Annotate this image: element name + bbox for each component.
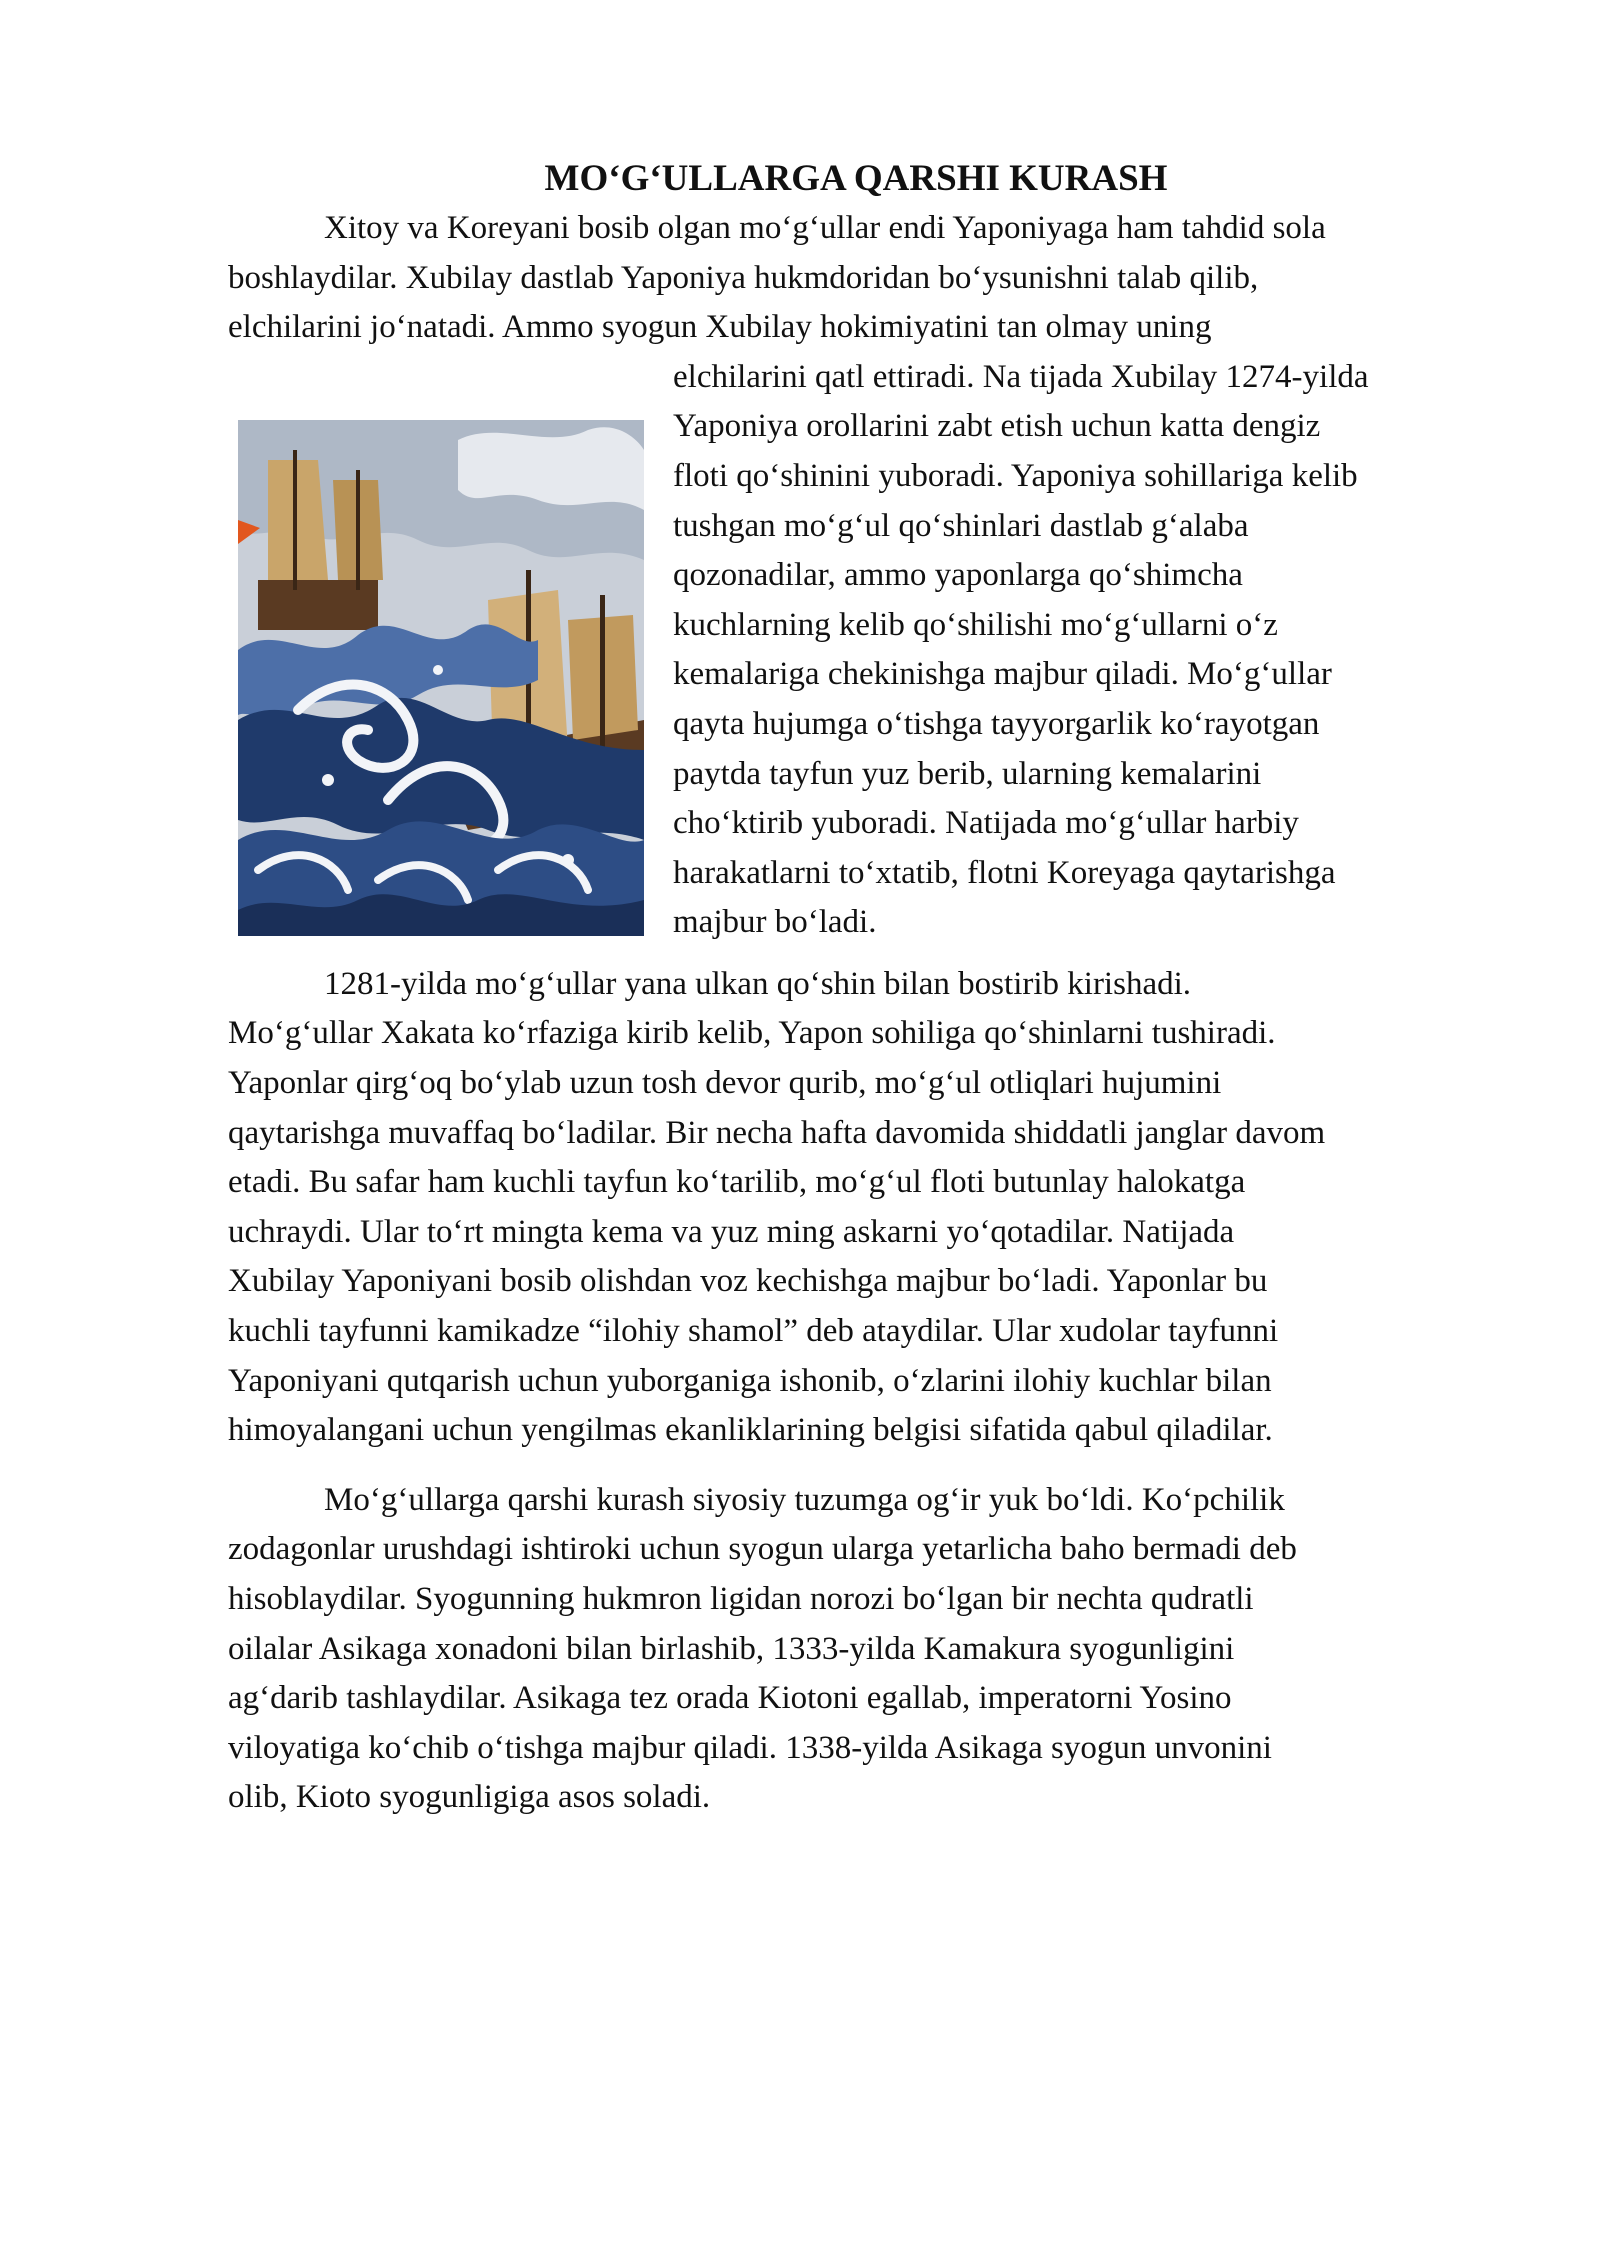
paragraph-1 bbox=[228, 204, 1484, 948]
text-line: Xubilay Yaponiyani bosib olishdan voz kechishga majbur bo‘ladi. Yaponlar bu bbox=[228, 1263, 1268, 1300]
text-line: qaytarishga muvaffaq bo‘ladilar. Bir necha hafta davomida shiddatli janglar davom bbox=[228, 1114, 1326, 1151]
text-line: etadi. Bu safar ham kuchli tayfun ko‘tarilib, mo‘g‘ul floti butunlay halokatga bbox=[228, 1164, 1246, 1201]
text-line: elchilarini qatl ettiradi. Na tijada Xubilay 1274-yilda bbox=[673, 358, 1369, 395]
text-line: tushgan mo‘g‘ul qo‘shinlari dastlab g‘alaba bbox=[673, 507, 1249, 544]
image-text-wrap bbox=[228, 353, 1484, 948]
text-line: kemalariga chekinishga majbur qiladi. Mo‘g‘ullar bbox=[673, 656, 1332, 693]
text-line: harakatlarni to‘xtatib, flotni Koreyaga qaytarishga bbox=[673, 854, 1336, 891]
ships-in-storm-illustration bbox=[238, 420, 644, 936]
text-line: viloyatiga ko‘chib o‘tishga majbur qiladi. 1338-yilda Asikaga syogun unvonini bbox=[228, 1729, 1272, 1766]
text-line: 1281-yilda mo‘g‘ullar yana ulkan qo‘shin bilan bostirib kirishadi. bbox=[324, 965, 1192, 1002]
text-line: qayta hujumga o‘tishga tayyorgarlik ko‘rayotgan bbox=[673, 705, 1320, 742]
text-line: hisoblaydilar. Syogunning hukmron ligidan norozi bo‘lgan bir nechta qudratli bbox=[228, 1580, 1254, 1617]
paragraph-2 bbox=[228, 960, 1484, 1456]
text-line: Yaponlar qirg‘oq bo‘ylab uzun tosh devor qurib, mo‘g‘ul otliqlari hujumini bbox=[228, 1064, 1222, 1101]
text-line: kuchli tayfunni kamikadze “ilohiy shamol” deb ataydilar. Ular xudolar tayfunni bbox=[228, 1312, 1279, 1349]
document-page bbox=[228, 140, 1484, 1823]
text-line: majbur bo‘ladi. bbox=[673, 904, 877, 941]
text-line: Mo‘g‘ullarga qarshi kurash siyosiy tuzumga og‘ir yuk bo‘ldi. Ko‘pchilik bbox=[324, 1481, 1285, 1518]
text-line: Mo‘g‘ullar Xakata ko‘rfaziga kirib kelib, Yapon sohiliga qo‘shinlarni tushiradi. bbox=[228, 1015, 1276, 1052]
text-line: uchraydi. Ular to‘rt mingta kema va yuz ming askarni yo‘qotadilar. Natijada bbox=[228, 1213, 1235, 1250]
text-line: himoyalangani uchun yengilmas ekanliklarining belgisi sifatida qabul qiladilar. bbox=[228, 1412, 1273, 1449]
text-line: elchilarini jo‘natadi. Ammo syogun Xubilay hokimiyatini tan olmay uning bbox=[228, 309, 1212, 346]
text-line: qozonadilar, ammo yaponlarga qo‘shimcha bbox=[673, 557, 1243, 594]
text-line: cho‘ktirib yuboradi. Natijada mo‘g‘ullar harbiy bbox=[673, 805, 1299, 842]
text-line: ag‘darib tashlaydilar. Asikaga tez orada Kiotoni egallab, imperatorni Yosino bbox=[228, 1680, 1232, 1717]
text-line: paytda tayfun yuz berib, ularning kemalarini bbox=[673, 755, 1262, 792]
text-line: olib, Kioto syogunligiga asos soladi. bbox=[228, 1779, 711, 1816]
wrapped-text-column bbox=[673, 353, 1493, 948]
storm-painting-icon bbox=[238, 420, 644, 936]
text-line: floti qo‘shinini yuboradi. Yaponiya sohillariga kelib bbox=[673, 457, 1358, 494]
text-line: oilalar Asikaga xonadoni bilan birlashib, 1333-yilda Kamakura syogunligini bbox=[228, 1630, 1235, 1667]
text-line: boshlaydilar. Xubilay dastlab Yaponiya hukmdoridan bo‘ysunishni talab qilib, bbox=[228, 259, 1259, 296]
text-line: Yaponiya orollarini zabt etish uchun katta dengiz bbox=[673, 408, 1321, 445]
paragraph-3 bbox=[228, 1476, 1484, 1823]
text-line: Xitoy va Koreyani bosib olgan mo‘g‘ullar endi Yaponiyaga ham tahdid sola bbox=[324, 210, 1326, 246]
text-line: kuchlarning kelib qo‘shilishi mo‘g‘ullarni o‘z bbox=[673, 606, 1278, 643]
text-line: zodagonlar urushdagi ishtiroki uchun syogun ularga yetarlicha baho bermadi deb bbox=[228, 1531, 1297, 1568]
document-title: MO‘G‘ULLARGA QARSHI KURASH bbox=[544, 158, 1168, 199]
text-line: Yaponiyani qutqarish uchun yuborganiga ishonib, o‘zlarini ilohiy kuchlar bilan bbox=[228, 1362, 1272, 1399]
